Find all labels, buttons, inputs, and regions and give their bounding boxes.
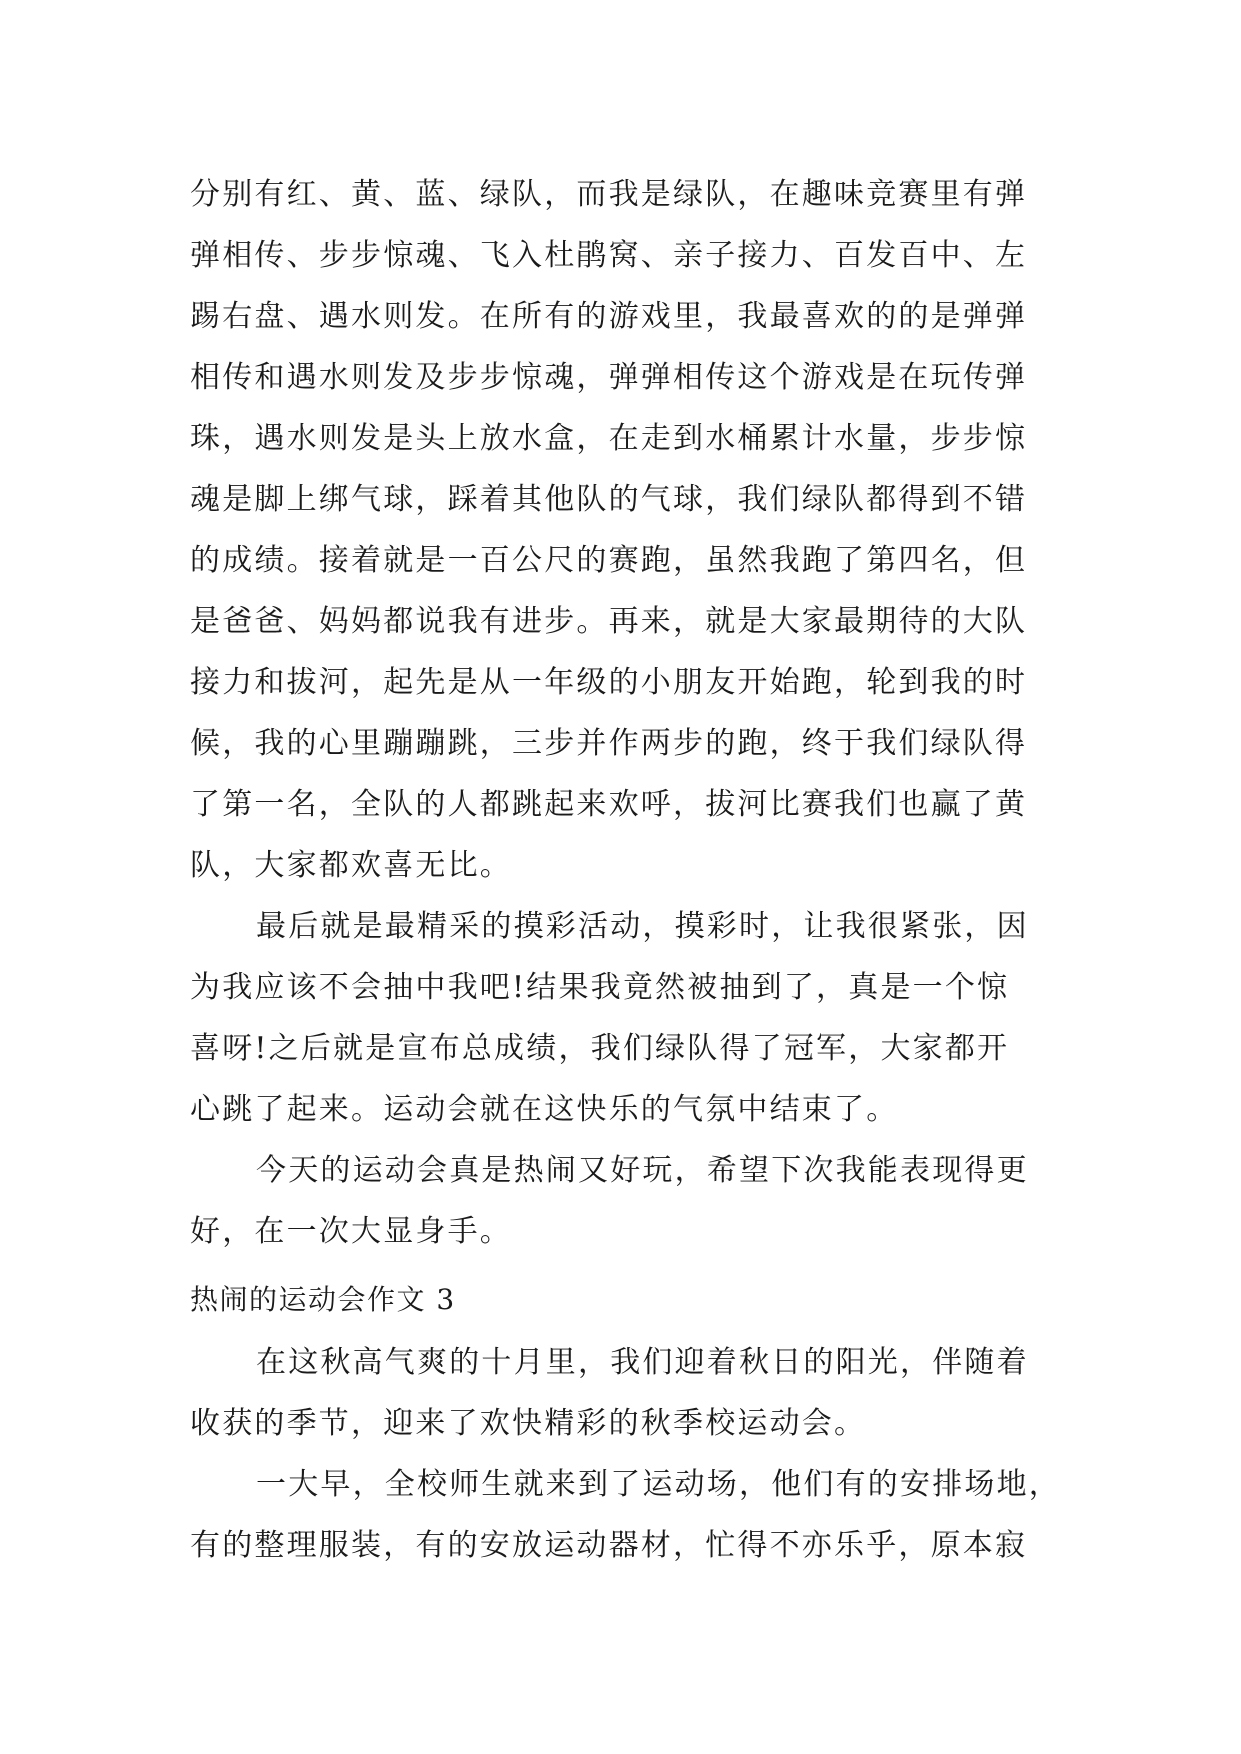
text-line: 心跳了起来。运动会就在这快乐的气氛中结束了。 [190, 1092, 899, 1127]
text-line: 相传和遇水则发及步步惊魂，弹弹相传这个游戏是在玩传弹 [190, 360, 1028, 395]
text-line: 有的整理服装，有的安放运动器材，忙得不亦乐乎，原本寂 [190, 1528, 1028, 1563]
text-line: 喜呀!之后就是宣布总成绩，我们绿队得了冠军，大家都开 [190, 1031, 1010, 1066]
text-line: 魂是脚上绑气球，踩着其他队的气球，我们绿队都得到不错 [190, 482, 1028, 517]
text-line: 队，大家都欢喜无比。 [190, 848, 512, 883]
text-line: 弹相传、步步惊魂、飞入杜鹃窝、亲子接力、百发百中、左 [190, 238, 1028, 273]
text-line: 踢右盘、遇水则发。在所有的游戏里，我最喜欢的的是弹弹 [190, 299, 1028, 334]
paragraph-start-line: 在这秋高气爽的十月里，我们迎着秋日的阳光，伴随着 [256, 1345, 1029, 1380]
text-line: 是爸爸、妈妈都说我有进步。再来，就是大家最期待的大队 [190, 604, 1028, 639]
paragraph-start-line: 今天的运动会真是热闹又好玩，希望下次我能表现得更 [256, 1153, 1029, 1188]
text-line: 了第一名，全队的人都跳起来欢呼，拔河比赛我们也赢了黄 [190, 787, 1028, 822]
text-line: 接力和拔河，起先是从一年级的小朋友开始跑，轮到我的时 [190, 665, 1028, 700]
text-line: 珠，遇水则发是头上放水盒，在走到水桶累计水量，步步惊 [190, 421, 1028, 456]
text-line: 好，在一次大显身手。 [190, 1214, 512, 1249]
paragraph-start-line: 一大早，全校师生就来到了运动场，他们有的安排场地， [256, 1467, 1061, 1502]
text-line: 候，我的心里蹦蹦跳，三步并作两步的跑，终于我们绿队得 [190, 726, 1028, 761]
text-line: 的成绩。接着就是一百公尺的赛跑，虽然我跑了第四名，但 [190, 543, 1028, 578]
paragraph-start-line: 最后就是最精采的摸彩活动，摸彩时，让我很紧张，因 [256, 909, 1029, 944]
essay-body-continued [190, 164, 1050, 1262]
essay-heading: 热闹的运动会作文 3 [190, 1283, 456, 1316]
text-line: 分别有红、黄、蓝、绿队，而我是绿队，在趣味竞赛里有弹 [190, 177, 1028, 212]
text-line: 为我应该不会抽中我吧!结果我竟然被抽到了，真是一个惊 [190, 970, 1010, 1005]
essay-3-section [190, 1268, 1061, 1576]
text-line: 收获的季节，迎来了欢快精彩的秋季校运动会。 [190, 1406, 867, 1441]
